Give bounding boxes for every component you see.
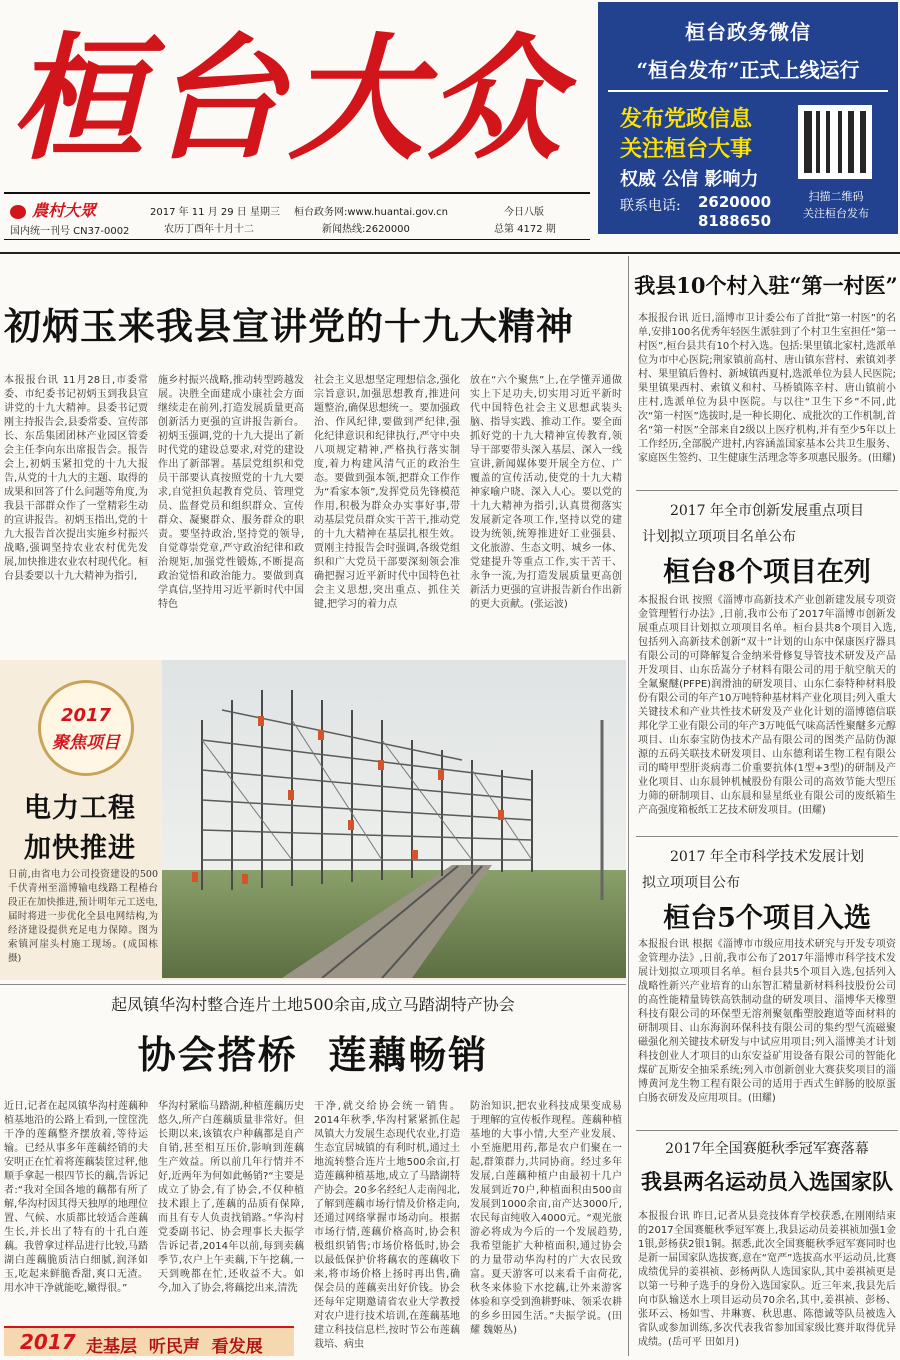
feature-col-1: 近日,记者在起凤镇华沟村莲藕种植基地沿的公路上看到,一筐筐洗干净的莲藕整齐摆放着,等待运输。已经从事多年莲藕经销的夫安明正在忙着将莲藕装筐过秤,他顺手拿起一根四节长的藕,告诉记者:“我对全国各地的藕都有所了解,华沟村因其得天独厚的地理位置、气候、水质都比较适合莲藕生长,并长出了特有的十孔白莲藕。我曾拿过样品进行比较,马踏湖白莲藕脆质洁白细腻,润泽如玉,吃起来鲜脆香甜,爽口无渣。用水冲干净就能吃,嫩得很。” <box>4 1101 148 1294</box>
sub-brand-mark-icon <box>10 205 26 219</box>
right-story2-headline: 桓台8个项目在列 <box>663 557 871 588</box>
page-count: 今日八版 <box>504 207 544 218</box>
construction-photo <box>162 660 626 978</box>
masthead <box>0 0 595 245</box>
sub-brand-logo <box>10 198 130 220</box>
banner-year: 2017 <box>20 1330 76 1354</box>
feature-deck: 起凤镇华沟村整合连片土地500余亩,成立马踏湖特产协会 <box>111 995 515 1014</box>
ad-slogan2: 关注桓台大事 <box>620 136 753 162</box>
lead-col-3: 社会主义思想坚定理想信念,强化宗旨意识,加强思想教育,推进问题整治,确保思想统一。要加强政治、作风纪律,要做到严纪律,强化纪律意识和纪律执行,严守中央八项规定精神,严格执行落实制度,着力构建风清气正的政治生态。要做到强本领,把群众工作作为“看家本领”,发挥党员先锋模范作用,积极为群众办实事好事,带动基层党员群众实干苦干,推动党的十九大精神在基层扎根生效。贾刚主持报告会时强调,各级党组织和广大党员干部要深刻领会准确把握习近平新时代中国特色社会主义思想,突出重点、抓住关键,把学习的着力点 <box>314 375 460 610</box>
issn-code: 国内统一刊号 CN37-0002 <box>10 226 130 237</box>
badge-year: 2017 <box>60 705 112 726</box>
ad-line1: 桓台政务微信 <box>685 20 811 44</box>
masthead-info-bar <box>4 192 590 240</box>
qr-code-icon[interactable] <box>798 105 872 179</box>
feature-col-2: 华沟村紧临马踏湖,种植莲藕历史悠久,所产白莲藕质量非常好。但长期以来,该镇农户种藕都是自产自销,甚至相互压价,影响到莲藕生产效益。所以前几年行情并不好,近两年为何如此畅销?“主要是成立了协会,有了协会,不仅种植技术跟上了,莲藕的品质有保障,而且有专人负责找销路。”华沟村党委副书记、协会理事长夫振学告诉记者,2014年以前,每到卖藕季节,农户上午卖藕,下午挖藕,一天到晚都在忙,还收益不大。如今,加入了协会,将藕挖出来,清洗 <box>158 1101 304 1294</box>
feature-col-4: 防治知识,把农业科技成果变成易于理解的宣传板作现程。莲藕种植基地的大事小情,大至产业发展、小至施肥用药,都是农户们聚在一起,群策群力,共同协商。经过多年发展,白莲藕种植户由最初十几户发展到近70户,种植面积由500亩发展到1000余亩,亩产达3000斤,农民每亩纯收入4000元。“观光旅游必将成为今后的一个发展趋势,我希望能扩大种植面积,通过协会的力量带动华沟村的广大农民致富。夏天游客可以来看千亩荷花,秋冬来体验下水挖藕,让外来游客体验和享受到渔耕野味、领采农耕的乡乡田园生活。”夫振学说。(田耀 魏姬丛) <box>470 1101 622 1336</box>
right-story4-body: 本报报台讯 昨日,记者从县竞技体育学校获悉,在刚刚结束的2017全国赛艇秋季冠军赛上,我县运动员姜祺祯加强1金1银,彭杨获2银1铜。据悉,此次全国赛艇秋季冠军赛同时也是新一届国家队选拔赛,意在“宽严”选拔高水平运动员,比赛成绩优异的姜祺祯、彭杨两队人选国家队,其中姜祺祯更是以第一号种子选手的身份入选国家队。近三年来,我县先后向市队输送水上项目运动员70余名,其中,姜祺祯、彭杨、张环云、杨如雪、井琳赛、秋思惠、陈德诚等队员被选入省队或参加训练,多次代表我省参加国家级比赛并取得优异成绩。(岳可平 田如月) <box>638 1211 896 1348</box>
ad-phone-label: 联系电话: <box>620 198 681 214</box>
project-badge <box>38 680 134 776</box>
qr-caption1: 扫描二维码 <box>808 190 864 203</box>
lead-headline: 初炳玉来我县宣讲党的十九大精神 <box>4 304 574 348</box>
masthead-divider <box>0 252 900 254</box>
lead-col-1: 本报报台讯 11月28日,市委常委、市纪委书记初炳玉到我县宣讲党的十九大精神。县委书记贾刚主持报告会,县委常委、宣传部长、东岳集团团林产业园区管委会主任李向东出席报告会。报告会上,初炳玉紧扣党的十九大报告,从党的十九大的主题、取得的成果和回答了什么问题等角度,为我县干部群众作了一堂精彩生动的宣讲报告。初炳玉指出,党的十九大报告首次提出实施乡村振兴战略,强调坚持农业农村优先发展,加快推进农业农村现代化。桓台县委要以十九大精神为指引, <box>4 375 148 582</box>
right-story2-deck2: 计划拟立项项目名单公布 <box>642 529 796 545</box>
qr-caption2: 关注桓台发布 <box>803 207 869 220</box>
right-story2-deck1: 2017 年全市创新发展重点项目 <box>669 503 865 519</box>
right-rule-2 <box>636 836 898 837</box>
lunar-date: 农历丁酉年十月十二 <box>164 224 254 235</box>
photo-title-2: 加快推进 <box>24 833 136 864</box>
banner-text: 走基层 听民声 看发展 <box>86 1337 263 1357</box>
ad-slogan1: 发布党政信息 <box>620 106 753 132</box>
scaffold-tower-image <box>162 660 626 978</box>
right-rule-3 <box>636 1130 898 1131</box>
ad-line2: “桓台发布”正式上线运行 <box>636 58 860 82</box>
lead-col-4: 放在“六个聚焦”上,在学懂弄通做实上下足功夫,切实用习近平新时代中国特色社会主义思想武装头脑、指导实践、推动工作。要全面抓好党的十九大精神宣传教育,领导干部要带头深入基层、深入一线宣讲,新闻媒体要开展全方位、广覆盖的宣传活动,使党的十九大精神家喻户晓、深入人心。要以党的十九大精神为指引,认真贯彻落实发展新定各项工作,坚持以党的建设为统领,统筹推进好工业强县、文化旅游、生态文明、城乡一体、党建提升等重点工作,实干苦干、永争一流,为打造发展质量更高创新活力更强的宣讲报告新台作出新的更大贡献。(张运波) <box>470 375 622 610</box>
photo-feature <box>0 660 626 980</box>
badge-label: 聚焦项目 <box>52 733 120 753</box>
feature-top-rule <box>0 984 626 985</box>
wechat-ad <box>598 2 898 234</box>
column-divider <box>628 256 629 1356</box>
right-story3-headline: 桓台5个项目入选 <box>663 903 871 934</box>
gov-site: 桓台政务网:www.huantai.gov.cn <box>294 207 448 218</box>
right-story2-body: 本报报台讯 按照《淄博市高新技术产业创新建发展专项资金管理暂行办法》,日前,我市公布了2017年淄博市创新发展重点项目计划拟立项项目名单。桓台县共8个项目入选,包括列入高新技术创新“双十”计划的山东中保康医疗器具有限公司的可降解复合金纳米骨修复导管技术研发及产品开发项目、山东岳嵩分子材料有限公司的用于航空航天的全氟聚醚(PFPE)润滑油的研发项目、山东仁泰特种材料股份有限公司的年产10万吨特种基材料产业化项目;列入重大关键技术和产业共性技术研发及产业化计划的淄博德信联邦化学工业有限公司的年产3万吨低气味高活性聚醚多元醇项目、山东泰宝防伪技术产品有限公司的图类产品防伪源源的五码关联技术研发项目、山东德利诺生物工程有限公司的畸甲型肝炎病毒二价重要抗体(1型+3型)的研制及产业化项目、山东晨钟机械股份有限公司的高效节能大型压力筛的研制项目、山东晨和显星纸业有限公司的废纸箱生产高强度箱板纸工艺技术研发项目。(田耀) <box>638 595 896 816</box>
right-story3-deck2: 拟立项项目公布 <box>642 875 740 891</box>
publish-date: 2017 年 11 月 29 日 星期三 <box>150 207 280 218</box>
ad-phone2: 8188650 <box>698 212 772 230</box>
right-story4-deck: 2017年全国赛艇秋季冠军赛落幕 <box>665 1141 869 1157</box>
right-story4-headline: 我县两名运动员入选国家队 <box>641 1169 893 1194</box>
right-story3-deck1: 2017 年全市科学技术发展计划 <box>669 849 865 865</box>
masthead-title: 桓台大众 <box>10 19 566 178</box>
issue-number: 总第 4172 期 <box>494 224 556 235</box>
news-hotline: 新闻热线:2620000 <box>322 224 410 235</box>
photo-title-1: 电力工程 <box>24 793 136 824</box>
right-story1-body: 本报报台讯 近日,淄博市卫计委公布了首批“第一村医”的名单,安排100名优秀年轻医生派驻到了个村卫生室担任“第一村医”,桓台县共有10个村入选。包括:果里镇北家村,选派单位为市中心医院;荆家镇前高村、唐山镇东营村、索镇刘孝村、果里镇后鲁村、新城镇西夏村,选派单位为县人民医院;果里镇果西村、索镇义和村、马桥镇陈辛村、唐山镇前小庄村,选派单位为县中医院。与以往“卫生下乡”不同,此次“第一村医”选拔时,是一种长期化、成批次的工作机制,首名“第一村医”全部来自2级以上医疗机构,并有至少5年以上工作经历,全部脱产进村,内容涵盖国家基本公共卫生服务、家庭医生签约、卫生健康生活理念等多项惠民服务。(田耀) <box>638 313 896 464</box>
lead-col-2: 施乡村振兴战略,推动转型跨越发展。决胜全面建成小康社会方面继续走在前列,打造发展质量更高创新活力更强的宣讲报告新台。初炳玉强调,党的十九大提出了新时代党的建设总要求,对党的建设作出了新部署。基层党组织和党员干部要认真按照党的十九大要求,自觉担负起教育党员、管理党员、监督党员和组织群众、宣传群众、凝聚群众、服务群众的职责。要坚持政治,坚持党的领导,自觉尊崇党章,严守政治纪律和政治规矩,加强党性锻炼,不断提高政治觉悟和政治能力。要做到真学真信,坚持用习近平新时代中国特色 <box>158 375 304 610</box>
feature-col-3: 干净,就交给协会统一销售。2014年秋季,华沟村紧紧抓住起凤镇大力发展生态现代农业,打造生态宜居城镇的有利时机,通过土地流转整合连片土地500余亩,打造莲藕种植基地,成立了马踏湖特产协会。20多名经纪人走南闯北,了解到莲藕市场行情及价格走向,还通过网络掌握市场动向。根据市场行情,莲藕价格高时,协会积极组织销售;市场价格低时,协会以最低保护价将藕农的莲藕收下来,将市场价格上扬时再出售,确保会员的莲藕卖出好价钱。协会还每年定期邀请省农业大学教授对农户进行技术培训,在莲藕基地建立科技信息栏,按时节公布莲藕栽培、病虫 <box>314 1101 460 1350</box>
ad-slogan3: 权威 公信 影响力 <box>620 169 759 190</box>
sub-brand-text: 農村大眾 <box>32 201 97 220</box>
ad-phone1: 2620000 <box>698 193 772 211</box>
feature-headline: 协会搭桥 莲藕畅销 <box>137 1032 489 1077</box>
right-rule-1 <box>636 490 898 491</box>
bottom-banner <box>4 1326 294 1356</box>
photo-caption: 日前,由省电力公司投资建设的500千伏青州至淄博输电线路工程椿台段正在加快推进,预计明年元工送电,届时将进一步优化全县电网结构,为经济建设提供充足电力保障。图为索镇河崖头村施工现场。(成国栋 摄) <box>8 869 158 964</box>
right-story1-headline: 我县10个村入驻“第一村医” <box>634 273 898 298</box>
ad-divider <box>608 90 888 92</box>
right-story3-body: 本报报台讯 根据《淄博市市级应用技术研究与开发专项资金管理办法》,日前,我市公布了2017年淄博市科学技术发展计划拟立项项目名单。桓台县共5个项目入选,包括列入战略性新兴产业培育的山东智汇精量新材料科技股份公司的高性能精量铸铁高铁制动盘的研发项目、淄博华天橡塑科技有限公司的环保型无溶剂聚氨酯塑胶跑道等面材料的研制项目、山东海润环保科技有限公司的集约型气流磁聚磁强化剂关键技术研发与中试应用项目;列入淄博美才计划科技创业人才项目的山东安益矿用设备有限公司的智能化煤矿瓦斯安全抽采系统;列入市创新创业大赛获奖项目的淄博黄河龙生物工程有限公司的适用于西式生鲜肠的胶原蛋白肠衣研发及应用项目。(田耀) <box>638 939 896 1104</box>
